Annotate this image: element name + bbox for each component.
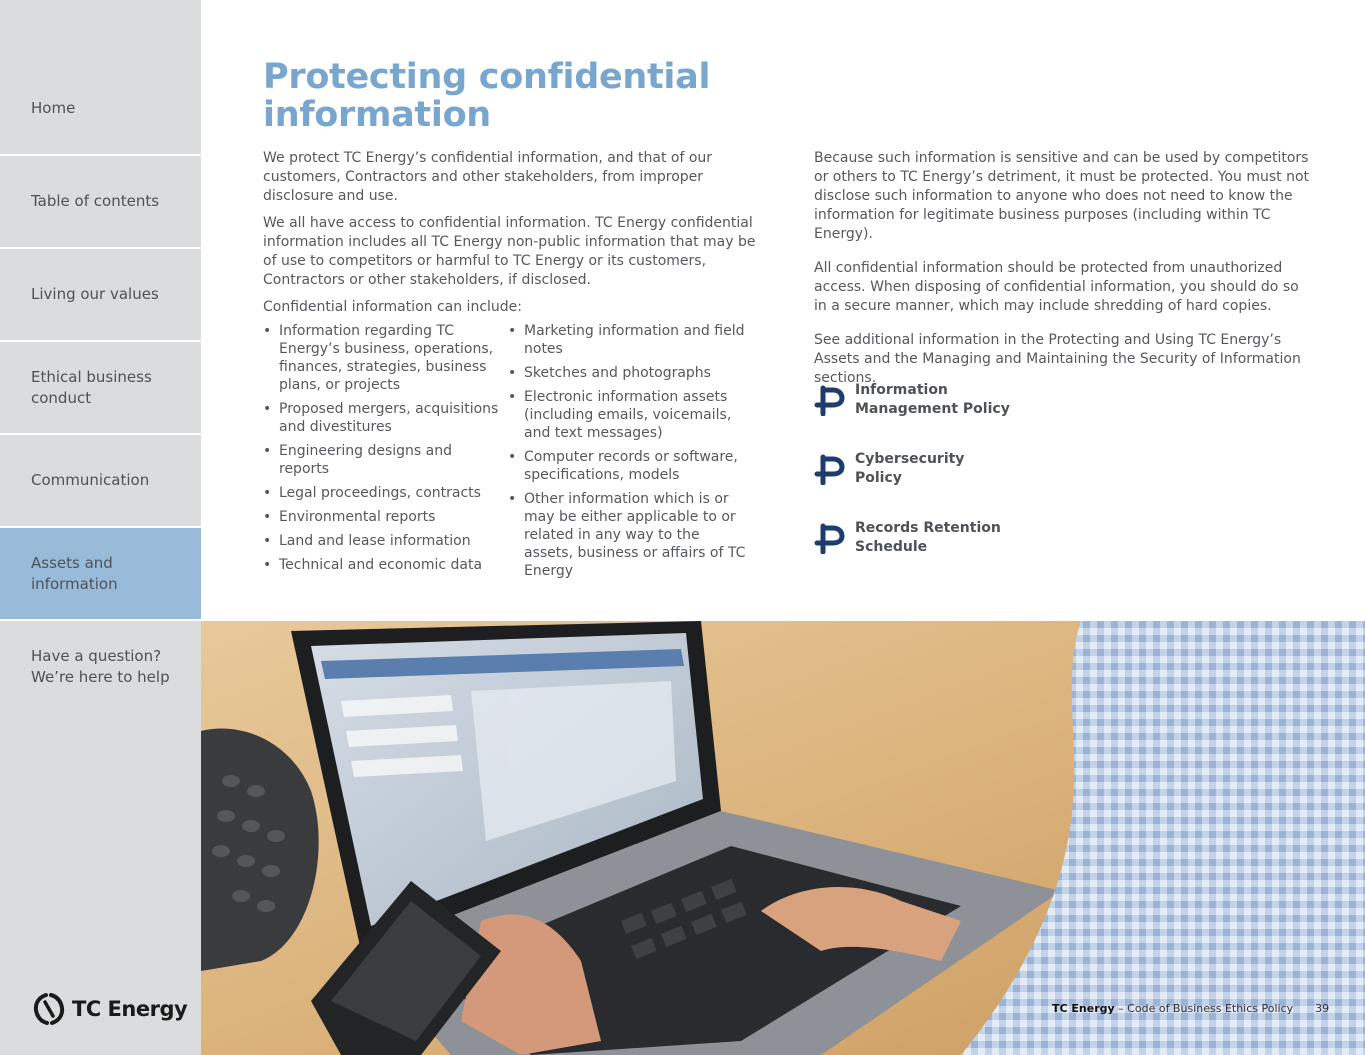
policy-label-line: Cybersecurity <box>855 451 965 467</box>
footer-doc-title: – Code of Business Ethics Policy <box>1114 1002 1294 1015</box>
paragraph: All confidential information should be protected from unauthorized access. When disposing of confidential information, you should do so in a secure manner, which may include shredding of hard copies. <box>814 260 1299 314</box>
paragraph: We all have access to confidential information. TC Energy confidential information includes all TC Energy non-public information that may be of use to competitors or harmful to TC Energy or its customers, Contractors or other stakeholders, if disclosed. <box>263 215 756 288</box>
bullet-list <box>508 322 748 586</box>
page-footer <box>1052 1002 1329 1015</box>
nav-item-living-our-values[interactable] <box>0 249 201 340</box>
policy-label-line: Management Policy <box>855 401 1010 417</box>
laptop-photo-illustration <box>201 621 1365 1055</box>
list-item: • Legal proceedings, contracts <box>263 484 503 502</box>
nav-item-have-a-question[interactable] <box>0 621 201 712</box>
detail-text <box>814 149 1314 403</box>
nav-item-ethical-business-conduct[interactable] <box>0 342 201 433</box>
policy-label-line: Policy <box>855 470 902 486</box>
tc-energy-logo[interactable] <box>32 992 187 1026</box>
nav-item-label: Have a question? We’re here to help <box>31 646 170 686</box>
nav-item-label: Ethical business conduct <box>31 367 152 407</box>
list-item: • Marketing information and field notes <box>508 322 748 358</box>
list-item: • Land and lease information <box>263 532 503 550</box>
page-number: 39 <box>1315 1002 1330 1015</box>
intro-text <box>263 149 763 325</box>
policy-icon <box>814 384 846 416</box>
bullet-list <box>263 322 503 580</box>
list-item: • Electronic information assets (including emails, voicemails, and text messages) <box>508 388 748 442</box>
policy-label <box>855 450 964 488</box>
policy-link-records-retention[interactable] <box>814 519 1001 557</box>
nav-item-label: Home <box>31 99 76 117</box>
nav-item-label: Table of contents <box>31 192 160 210</box>
policy-label-line: Records Retention <box>855 520 1001 536</box>
nav-item-communication[interactable] <box>0 435 201 526</box>
nav-item-home[interactable] <box>0 63 201 154</box>
page-title: Protecting confidential information <box>263 57 711 135</box>
policy-link-cybersecurity[interactable] <box>814 450 964 488</box>
list-item: • Sketches and photographs <box>508 364 748 382</box>
policy-label-line: Information <box>855 382 948 398</box>
laptop-photo <box>201 621 1365 1055</box>
list-item: • Engineering designs and reports <box>263 442 503 478</box>
nav-item-table-of-contents[interactable] <box>0 156 201 247</box>
logo-text: TC Energy <box>72 997 188 1021</box>
nav-item-label: Living our values <box>31 285 159 303</box>
paragraph: Confidential information can include: <box>263 299 522 315</box>
policy-label <box>855 519 1001 557</box>
policy-label-line: Schedule <box>855 539 928 555</box>
paragraph: See additional information in the Protecting and Using TC Energy’s Assets and the Managing and Maintaining the Security of Information sections. <box>814 332 1301 386</box>
policy-link-information-management[interactable] <box>814 381 1010 419</box>
paragraph: We protect TC Energy’s confidential information, and that of our customers, Contractors and other stakeholders, from improper disclosure and use. <box>263 150 713 204</box>
tc-energy-logo-icon <box>32 992 66 1026</box>
nav-item-label: Assets and information <box>31 553 118 593</box>
list-item: • Technical and economic data <box>263 556 503 574</box>
footer-brand: TC Energy <box>1052 1002 1115 1015</box>
paragraph: Because such information is sensitive and can be used by competitors or others to TC Energy’s detriment, it must be protected. You must not disclose such information to anyone who does not need to know the information for legitimate business purposes (including within TC Energy). <box>814 150 1309 242</box>
list-item: • Other information which is or may be either applicable to or related in any way to the assets, business or affairs of TC Energy <box>508 490 748 580</box>
policy-icon <box>814 453 846 485</box>
list-item: • Computer records or software, specifications, models <box>508 448 748 484</box>
list-item: • Environmental reports <box>263 508 503 526</box>
sidebar-nav <box>0 0 201 1055</box>
list-item: • Information regarding TC Energy’s business, operations, finances, strategies, business plans, or projects <box>263 322 503 394</box>
policy-icon <box>814 522 846 554</box>
nav-item-label: Communication <box>31 471 150 489</box>
list-item: • Proposed mergers, acquisitions and divestitures <box>263 400 503 436</box>
nav-item-assets-and-information[interactable] <box>0 528 201 619</box>
policy-label <box>855 381 1010 419</box>
